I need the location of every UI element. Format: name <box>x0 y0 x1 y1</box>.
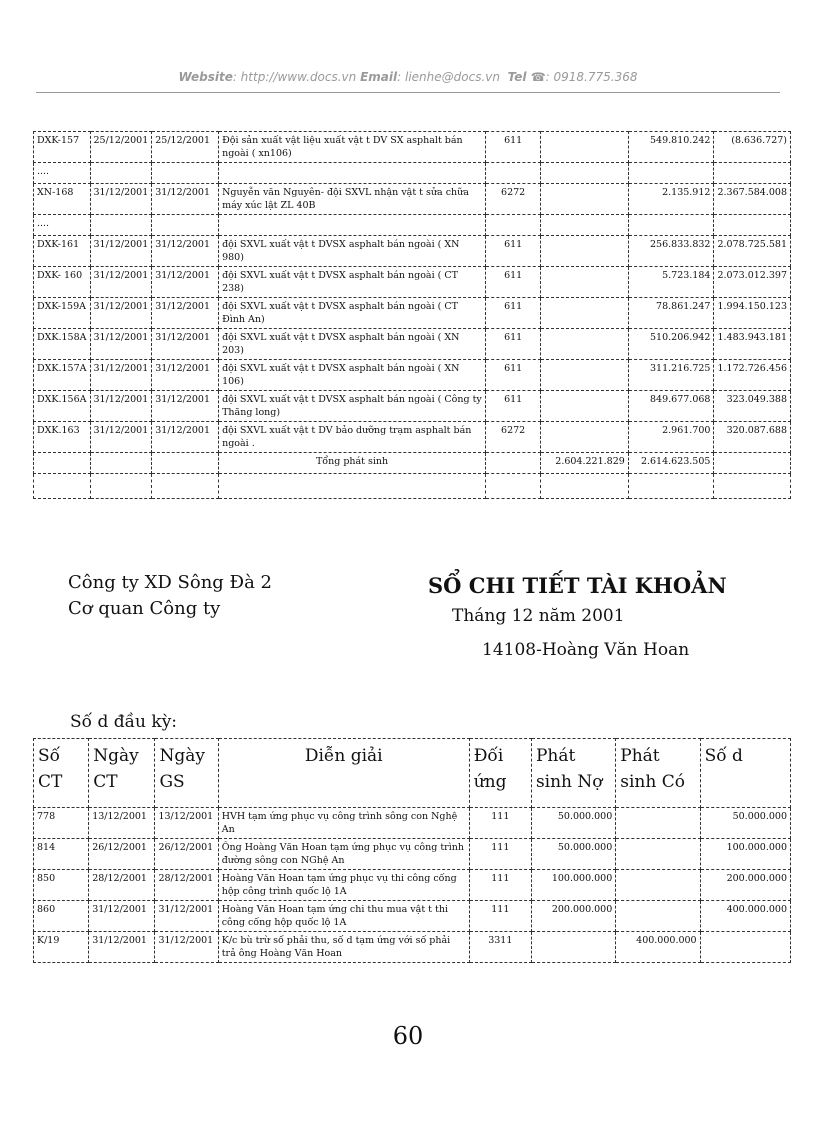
ledger-period: Tháng 12 năm 2001 <box>452 606 625 626</box>
opening-balance-label: Số d đầu kỳ: <box>70 712 178 732</box>
table-cell <box>486 453 541 474</box>
table-cell: 2.604.221.829 <box>541 453 629 474</box>
table-cell: 13/12/2001 <box>89 808 155 839</box>
table-cell: 611 <box>486 236 541 267</box>
table-cell: Tổng phát sinh <box>219 453 486 474</box>
table-cell: 311.216.725 <box>628 360 714 391</box>
table-cell: 778 <box>34 808 89 839</box>
table-cell: Ông Hoàng Văn Hoan tạm ứng phục vụ công trình đường sông con NGhệ An <box>218 839 469 870</box>
table-cell: 31/12/2001 <box>90 391 152 422</box>
email-label: Email <box>360 70 398 84</box>
email-value[interactable]: : lienhe@docs.vn <box>397 70 500 84</box>
table-cell: 26/12/2001 <box>89 839 155 870</box>
table-header-row <box>34 739 791 808</box>
table-cell <box>152 453 219 474</box>
table-cell <box>541 184 629 215</box>
table-cell: Hoàng Văn Hoan tạm ứng chi thu mua vật t thi công cống hộp quốc lộ 1A <box>218 901 469 932</box>
table-cell: DXK-157 <box>34 132 91 163</box>
company-name: Công ty XD Sông Đà 2 <box>68 572 272 593</box>
table-cell: DXK-161 <box>34 236 91 267</box>
table-cell: K/19 <box>34 932 89 963</box>
table-cell: 2.073.012.397 <box>714 267 791 298</box>
table-cell: 200.000.000 <box>700 870 790 901</box>
table-row <box>34 163 791 184</box>
table-cell <box>616 870 700 901</box>
table-cell <box>34 453 91 474</box>
table-cell <box>541 474 629 499</box>
table-cell <box>628 163 714 184</box>
ledger-bottom-table <box>33 738 791 963</box>
page-header <box>0 70 816 84</box>
table-cell <box>628 474 714 499</box>
table-cell: 2.367.584.008 <box>714 184 791 215</box>
table-cell: 26/12/2001 <box>155 839 218 870</box>
column-header: Đối ứng <box>469 739 531 808</box>
header-divider <box>36 92 780 93</box>
table-cell: 200.000.000 <box>531 901 615 932</box>
table-cell <box>616 901 700 932</box>
table-cell: 320.087.688 <box>714 422 791 453</box>
table-cell <box>541 236 629 267</box>
table-cell: 31/12/2001 <box>152 184 219 215</box>
table-cell <box>541 215 629 236</box>
table-cell: 100.000.000 <box>531 870 615 901</box>
table-cell <box>486 215 541 236</box>
table-cell: 13/12/2001 <box>155 808 218 839</box>
table-cell <box>714 453 791 474</box>
table-cell: 111 <box>469 901 531 932</box>
column-header: Ngày GS <box>155 739 218 808</box>
table-cell: 31/12/2001 <box>152 267 219 298</box>
table-cell: 2.135.912 <box>628 184 714 215</box>
table-cell <box>90 215 152 236</box>
table-cell: XN-168 <box>34 184 91 215</box>
table-cell: 814 <box>34 839 89 870</box>
column-header: Phát sinh Có <box>616 739 700 808</box>
table-cell: đội SXVL xuất vật t DVSX asphalt bán ngoài ( XN 203) <box>219 329 486 360</box>
table-cell <box>714 474 791 499</box>
table-cell: Nguyễn văn Nguyên- đội SXVL nhận vật t sửa chữa máy xúc lật ZL 40B <box>219 184 486 215</box>
table-cell: 25/12/2001 <box>90 132 152 163</box>
table-cell: 100.000.000 <box>700 839 790 870</box>
table-cell: DXK- 160 <box>34 267 91 298</box>
column-header: Diễn giải <box>218 739 469 808</box>
table-cell <box>616 839 700 870</box>
table-cell: 111 <box>469 839 531 870</box>
table-cell: 611 <box>486 329 541 360</box>
table-cell: 256.833.832 <box>628 236 714 267</box>
table-cell <box>486 474 541 499</box>
table-cell <box>219 474 486 499</box>
table-cell: 31/12/2001 <box>152 391 219 422</box>
table-cell: DXK.156A <box>34 391 91 422</box>
table-cell <box>90 474 152 499</box>
table-cell: 31/12/2001 <box>90 329 152 360</box>
table-cell: 31/12/2001 <box>155 901 218 932</box>
table-cell <box>714 215 791 236</box>
table-cell <box>152 474 219 499</box>
table-cell: 6272 <box>486 184 541 215</box>
table-cell: 611 <box>486 391 541 422</box>
table-cell: đội SXVL xuất vật t DVSX asphalt bán ngoài ( CT Đình An) <box>219 298 486 329</box>
table-cell <box>541 422 629 453</box>
table-cell <box>34 474 91 499</box>
table-cell: 6272 <box>486 422 541 453</box>
table-row <box>34 901 791 932</box>
table-cell <box>90 163 152 184</box>
table-cell: 31/12/2001 <box>152 329 219 360</box>
table-cell: 611 <box>486 360 541 391</box>
table-cell: 31/12/2001 <box>152 298 219 329</box>
table-cell: 31/12/2001 <box>90 267 152 298</box>
table-cell: 2.614.623.505 <box>628 453 714 474</box>
table-cell <box>714 163 791 184</box>
table-row <box>34 184 791 215</box>
table-cell: 78.861.247 <box>628 298 714 329</box>
table-cell <box>541 391 629 422</box>
table-cell: 323.049.388 <box>714 391 791 422</box>
table-cell: 611 <box>486 267 541 298</box>
company-block <box>68 570 272 622</box>
table-cell: 860 <box>34 901 89 932</box>
website-value[interactable]: : http://www.docs.vn <box>232 70 357 84</box>
table-cell <box>700 932 790 963</box>
table-row <box>34 391 791 422</box>
website-label: Website <box>178 70 233 84</box>
column-header: Số CT <box>34 739 89 808</box>
column-header: Số d <box>700 739 790 808</box>
table-cell: 111 <box>469 870 531 901</box>
table-cell: Hoàng Văn Hoan tạm ứng phục vụ thi công cống hộp công trình quốc lộ 1A <box>218 870 469 901</box>
table-cell: đội SXVL xuất vật t DVSX asphalt bán ngoài ( XN 106) <box>219 360 486 391</box>
table-row <box>34 808 791 839</box>
tel-label: Tel ☎ <box>507 70 546 84</box>
table-cell: đội SXVL xuất vật t DVSX asphalt bán ngoài ( Công ty Thăng long) <box>219 391 486 422</box>
tel-value: : 0918.775.368 <box>545 70 638 84</box>
table-cell <box>152 163 219 184</box>
page-number: 60 <box>392 1022 424 1050</box>
total-row <box>34 453 791 474</box>
company-unit: Cơ quan Công ty <box>68 598 221 619</box>
table-cell: Đội sản xuất vật liệu xuất vật t DV SX asphalt bán ngoài ( xn106) <box>219 132 486 163</box>
table-cell: 549.810.242 <box>628 132 714 163</box>
table-cell: 31/12/2001 <box>89 901 155 932</box>
table-row <box>34 236 791 267</box>
table-cell: 25/12/2001 <box>152 132 219 163</box>
table-cell: đội SXVL xuất vật t DVSX asphalt bán ngoài ( XN 980) <box>219 236 486 267</box>
table-cell: 3311 <box>469 932 531 963</box>
table-cell <box>541 298 629 329</box>
table-cell: 1.483.943.181 <box>714 329 791 360</box>
table-cell: 31/12/2001 <box>90 298 152 329</box>
column-header: Ngày CT <box>89 739 155 808</box>
table-cell: DXK.158A <box>34 329 91 360</box>
table-cell: 5.723.184 <box>628 267 714 298</box>
table-row <box>34 932 791 963</box>
table-cell: 510.206.942 <box>628 329 714 360</box>
table-cell: 400.000.000 <box>616 932 700 963</box>
table-cell: 31/12/2001 <box>152 422 219 453</box>
table-cell: DXK-159A <box>34 298 91 329</box>
table-row <box>34 132 791 163</box>
table-cell <box>628 215 714 236</box>
table-cell: K/c bù trừ số phải thu, số d tạm ứng với số phải trả ông Hoàng Văn Hoan <box>218 932 469 963</box>
table-cell: 28/12/2001 <box>155 870 218 901</box>
table-cell: 31/12/2001 <box>90 184 152 215</box>
table-row <box>34 360 791 391</box>
table-cell: 400.000.000 <box>700 901 790 932</box>
table-cell: 111 <box>469 808 531 839</box>
table-row <box>34 298 791 329</box>
table-cell: 850 <box>34 870 89 901</box>
ledger-top-table <box>33 131 791 499</box>
ledger-title: SỔ CHI TIẾT TÀI KHOẢN <box>428 573 727 598</box>
table-cell: 50.000.000 <box>531 808 615 839</box>
table-cell: HVH tạm ứng phục vụ công trình sông con Nghệ An <box>218 808 469 839</box>
table-row <box>34 870 791 901</box>
table-cell <box>541 360 629 391</box>
table-cell <box>541 163 629 184</box>
table-row <box>34 329 791 360</box>
table-cell: 31/12/2001 <box>90 422 152 453</box>
table-cell: DXK.157A <box>34 360 91 391</box>
table-cell: 1.994.150.123 <box>714 298 791 329</box>
table-cell: .... <box>34 215 91 236</box>
table-row <box>34 267 791 298</box>
table-row <box>34 215 791 236</box>
ledger-account: 14108-Hoàng Văn Hoan <box>482 640 690 660</box>
table-cell: 2.961.700 <box>628 422 714 453</box>
table-row <box>34 422 791 453</box>
table-cell <box>541 267 629 298</box>
table-cell: 31/12/2001 <box>89 932 155 963</box>
table-row <box>34 474 791 499</box>
table-cell: 31/12/2001 <box>152 360 219 391</box>
table-cell: 1.172.726.456 <box>714 360 791 391</box>
column-header: Phát sinh Nợ <box>531 739 615 808</box>
table-cell <box>90 453 152 474</box>
table-cell: DXK.163 <box>34 422 91 453</box>
table-cell <box>531 932 615 963</box>
table-cell <box>616 808 700 839</box>
table-cell: .... <box>34 163 91 184</box>
table-cell: 611 <box>486 132 541 163</box>
table-cell: 50.000.000 <box>531 839 615 870</box>
table-cell: 849.677.068 <box>628 391 714 422</box>
table-cell <box>486 163 541 184</box>
table-row <box>34 839 791 870</box>
table-cell: (8.636.727) <box>714 132 791 163</box>
table-cell: 50.000.000 <box>700 808 790 839</box>
table-cell: 611 <box>486 298 541 329</box>
table-cell: 2.078.725.581 <box>714 236 791 267</box>
table-cell <box>541 329 629 360</box>
table-cell: 31/12/2001 <box>152 236 219 267</box>
table-cell <box>219 215 486 236</box>
table-cell: 28/12/2001 <box>89 870 155 901</box>
table-cell: đội SXVL xuất vật t DV bảo dưỡng trạm asphalt bán ngoài . <box>219 422 486 453</box>
table-cell: đội SXVL xuất vật t DVSX asphalt bán ngoài ( CT 238) <box>219 267 486 298</box>
table-cell: 31/12/2001 <box>90 236 152 267</box>
table-cell <box>541 132 629 163</box>
table-cell: 31/12/2001 <box>155 932 218 963</box>
table-cell: 31/12/2001 <box>90 360 152 391</box>
table-cell <box>152 215 219 236</box>
table-cell <box>219 163 486 184</box>
